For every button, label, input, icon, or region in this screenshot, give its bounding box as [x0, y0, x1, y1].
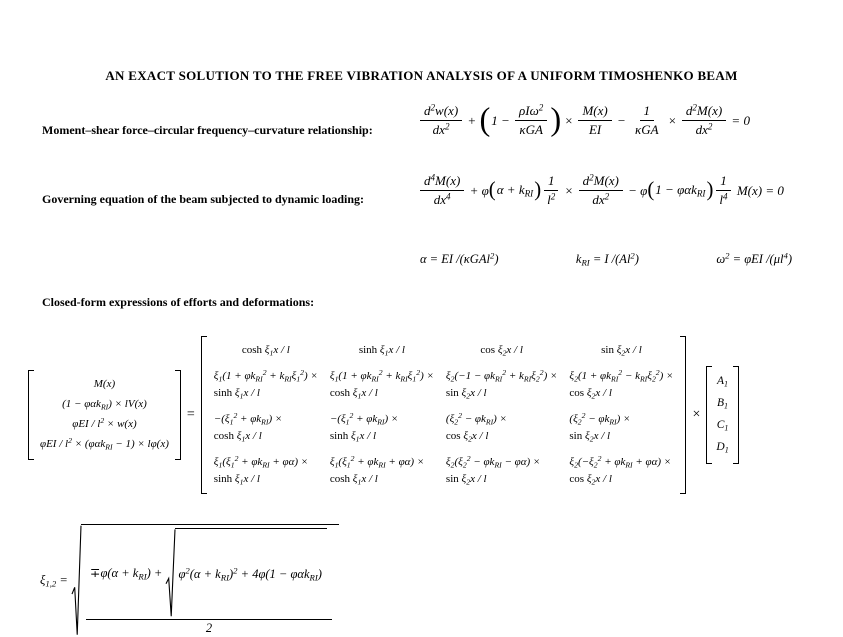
matrix-cell: $\sin \xi_2x$ / l	[601, 343, 642, 358]
vector-entry: M(x)	[93, 378, 116, 391]
coefficient-matrix	[201, 336, 687, 494]
matrix-cell: $\cos \xi_2x$ / l	[480, 343, 523, 358]
eq-moment-curvature: $\frac{d^2w(x)}{dx^2}$ + ( 1 − $\frac{\rho I\omega^2}{\text{κGA}}$ ) × $\frac{M(x)}{EI}$ − $\frac{1}{\text{κGA}}$ × $\frac{d^2M(x)}{dx^2}$ = 0	[418, 102, 750, 139]
matrix-cell: $\sinh \xi_1x$ / l	[358, 343, 405, 358]
matrix-cell: $\xi_2(-1 - \varphi k_{RI}^2 + k_{RI}\xi_2^2)$ × $\sin \xi_2x$ / l	[445, 368, 558, 401]
vector-entry: $\varphi EI / l^2 \times (\varphi\alpha k_{RI} - 1) \times l\varphi(x)$	[40, 435, 169, 452]
label-moment-shear-relationship: Moment–shear force–circular frequency–curvature relationship:	[42, 123, 373, 137]
vector-entry: (1 − φαk$_{RI}$) × lV(x)	[62, 398, 147, 412]
label-governing-equation: Governing equation of the beam subjected to dynamic loading:	[42, 192, 365, 206]
def-kri: $k_{RI} = I$ /(Al$^2$)	[575, 250, 639, 268]
parameter-definitions	[420, 252, 792, 267]
bracket-right	[680, 336, 686, 494]
matrix-cell: $\xi_2(-\xi_2^2 + \varphi k_{RI} + \varphi\alpha)$ × $\cos \xi_2x$ / l	[569, 454, 672, 487]
matrix-cell: $\xi_2(1 + \varphi k_{RI}^2 - k_{RI}\xi_2^2)$ × $\cos \xi_2x$ / l	[569, 368, 674, 401]
equals-sign: =	[186, 407, 195, 422]
left-vector	[28, 370, 181, 459]
def-alpha: α = EI /(κGAl$^2$)	[420, 250, 499, 266]
matrix-cell: $(\xi_2^2 - \varphi k_{RI})$ × $\cos \xi_2x$ / l	[445, 411, 507, 444]
page-title: AN EXACT SOLUTION TO THE FREE VIBRATION ANALYSIS OF A UNIFORM TIMOSHENKO BEAM	[105, 68, 738, 83]
vector-entry: $D_1$	[716, 440, 729, 455]
matrix-cell: $\xi_1(1 + \varphi k_{RI}^2 + k_{RI}\xi_1^2)$ × $\cosh \xi_1x$ / l	[329, 368, 434, 401]
matrix-cell: $\cosh \xi_1x$ / l	[241, 343, 290, 358]
constants-vector-entries	[712, 366, 732, 463]
matrix-cell: $-(\xi_1^2 + \varphi k_{RI})$ × $\cosh \xi_1x$ / l	[213, 411, 283, 444]
eq-xi-roots: $\xi_{1,2}$ = $\mp\varphi(\alpha + k_{RI})$ + $\varphi^2(\alpha + k_{RI})^2 + 4\varphi(1 - \varphi\alpha k_{RI})$ 2	[40, 524, 340, 637]
label-closed-form-expressions: Closed-form expressions of efforts and deformations:	[42, 295, 315, 309]
vector-entry: $\varphi EI / l^2 \times w(x)$	[72, 416, 137, 430]
vector-entry: $B_1$	[717, 397, 729, 411]
constants-vector	[706, 366, 738, 463]
matrix-cell: $(\xi_2^2 - \varphi k_{RI})$ × $\sin \xi_2x$ / l	[569, 411, 631, 444]
def-omega-squared: $\omega^2 = \varphi EI$ $/(\mu l^4)$	[716, 250, 792, 266]
matrix-cell: $\xi_1(1 + \varphi k_{RI}^2 + k_{RI}\xi_1^2)$ × $\sinh \xi_1x$ / l	[213, 368, 318, 401]
eq-governing: $\frac{d^4M(x)}{dx^4}$ + φ ( $\alpha + k_{RI}$ ) $\frac{1}{l^2}$ × $\frac{d^2M(x)}{dx^2}$ − φ ( 1 − φαk$_{RI}$ ) $\frac{1}{l^4}$ M(x) = 0	[418, 172, 784, 209]
bracket-right	[175, 370, 181, 459]
matrix-cell: $\xi_1(\xi_1^2 + \varphi k_{RI} + \varphi\alpha)$ × $\cosh \xi_1x$ / l	[329, 454, 425, 487]
matrix-cell: $\xi_1(\xi_1^2 + \varphi k_{RI} + \varphi\alpha)$ × $\sinh \xi_1x$ / l	[213, 454, 309, 487]
left-vector-entries	[34, 370, 175, 459]
bracket-right	[733, 366, 739, 463]
matrix-grid	[207, 336, 681, 494]
matrix-cell: $-(\xi_1^2 + \varphi k_{RI})$ × $\sinh \xi_1x$ / l	[329, 411, 399, 444]
matrix-equation	[28, 325, 739, 505]
matrix-cell: $\xi_2(\xi_2^2 - \varphi k_{RI} - \varphi\alpha)$ × $\sin \xi_2x$ / l	[445, 454, 541, 487]
vector-entry: $A_1$	[717, 375, 729, 389]
multiply-sign: ×	[692, 407, 701, 422]
vector-entry: $C_1$	[716, 419, 729, 433]
